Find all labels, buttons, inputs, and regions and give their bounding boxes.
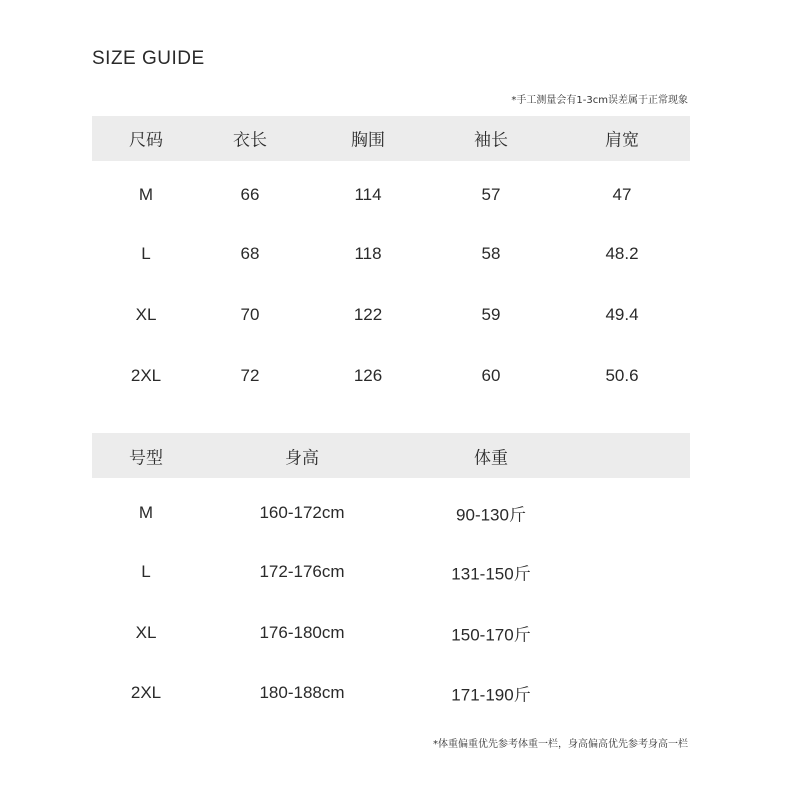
measure-table-header-cell: 尺码	[129, 130, 163, 151]
measure-table-cell: 48.2	[605, 244, 639, 263]
fit-table-cell: M	[138, 503, 154, 522]
measure-table-cell: 58	[481, 244, 501, 263]
measure-table-header-cell: 肩宽	[605, 130, 639, 151]
fit-table-cell: 2XL	[130, 683, 162, 702]
fit-table-cell: 131-150斤	[451, 564, 531, 584]
measure-table-cell: 72	[240, 366, 260, 385]
measure-table-header-cell: 衣长	[233, 130, 267, 151]
fit-table-header-cell: 体重	[474, 448, 508, 469]
fit-table-cell: XL	[135, 623, 157, 642]
measure-table-cell: 68	[240, 244, 260, 263]
fit-table-cell: 150-170斤	[451, 625, 531, 645]
measure-table-cell: 50.6	[605, 366, 639, 385]
measure-table-header	[92, 116, 690, 161]
fit-table-header-cell: 身高	[285, 448, 319, 469]
measure-table-header-cell: 袖长	[474, 130, 508, 151]
measure-table-cell: 114	[354, 185, 382, 204]
fit-table-cell: 160-172cm	[259, 503, 345, 522]
fit-table-cell: 172-176cm	[259, 562, 345, 581]
measure-table-cell: 118	[354, 244, 382, 263]
fit-table-cell: 176-180cm	[259, 623, 345, 642]
fit-table-header-cell: 号型	[129, 448, 163, 469]
fit-table-cell: 90-130斤	[456, 505, 526, 525]
fit-table-cell: 171-190斤	[451, 685, 531, 705]
measure-table-cell: 47	[612, 185, 632, 204]
measure-table-cell: 59	[481, 305, 501, 324]
measure-table-cell: 126	[353, 366, 383, 385]
fit-table-cell: L	[141, 562, 151, 581]
measure-table-cell: 122	[353, 305, 383, 324]
page-title: SIZE GUIDE	[92, 48, 205, 69]
measure-table-header-cell: 胸围	[351, 130, 385, 151]
measure-table-cell: 57	[481, 185, 501, 204]
fit-table-cell: 180-188cm	[259, 683, 345, 702]
measurement-note: *手工测量会有1-3cm误差属于正常现象	[511, 95, 688, 106]
measure-table-cell: M	[138, 185, 154, 204]
measure-table-cell: 49.4	[605, 305, 639, 324]
measure-table-cell: XL	[135, 305, 157, 324]
measure-table-cell: 66	[240, 185, 260, 204]
fit-note: *体重偏重优先参考体重一栏，身高偏高优先参考身高一栏	[433, 739, 688, 750]
measure-table-cell: 60	[481, 366, 501, 385]
measure-table-cell: L	[141, 244, 151, 263]
fit-table-header	[92, 433, 690, 478]
measure-table-cell: 70	[240, 305, 260, 324]
measure-table-cell: 2XL	[130, 366, 162, 385]
